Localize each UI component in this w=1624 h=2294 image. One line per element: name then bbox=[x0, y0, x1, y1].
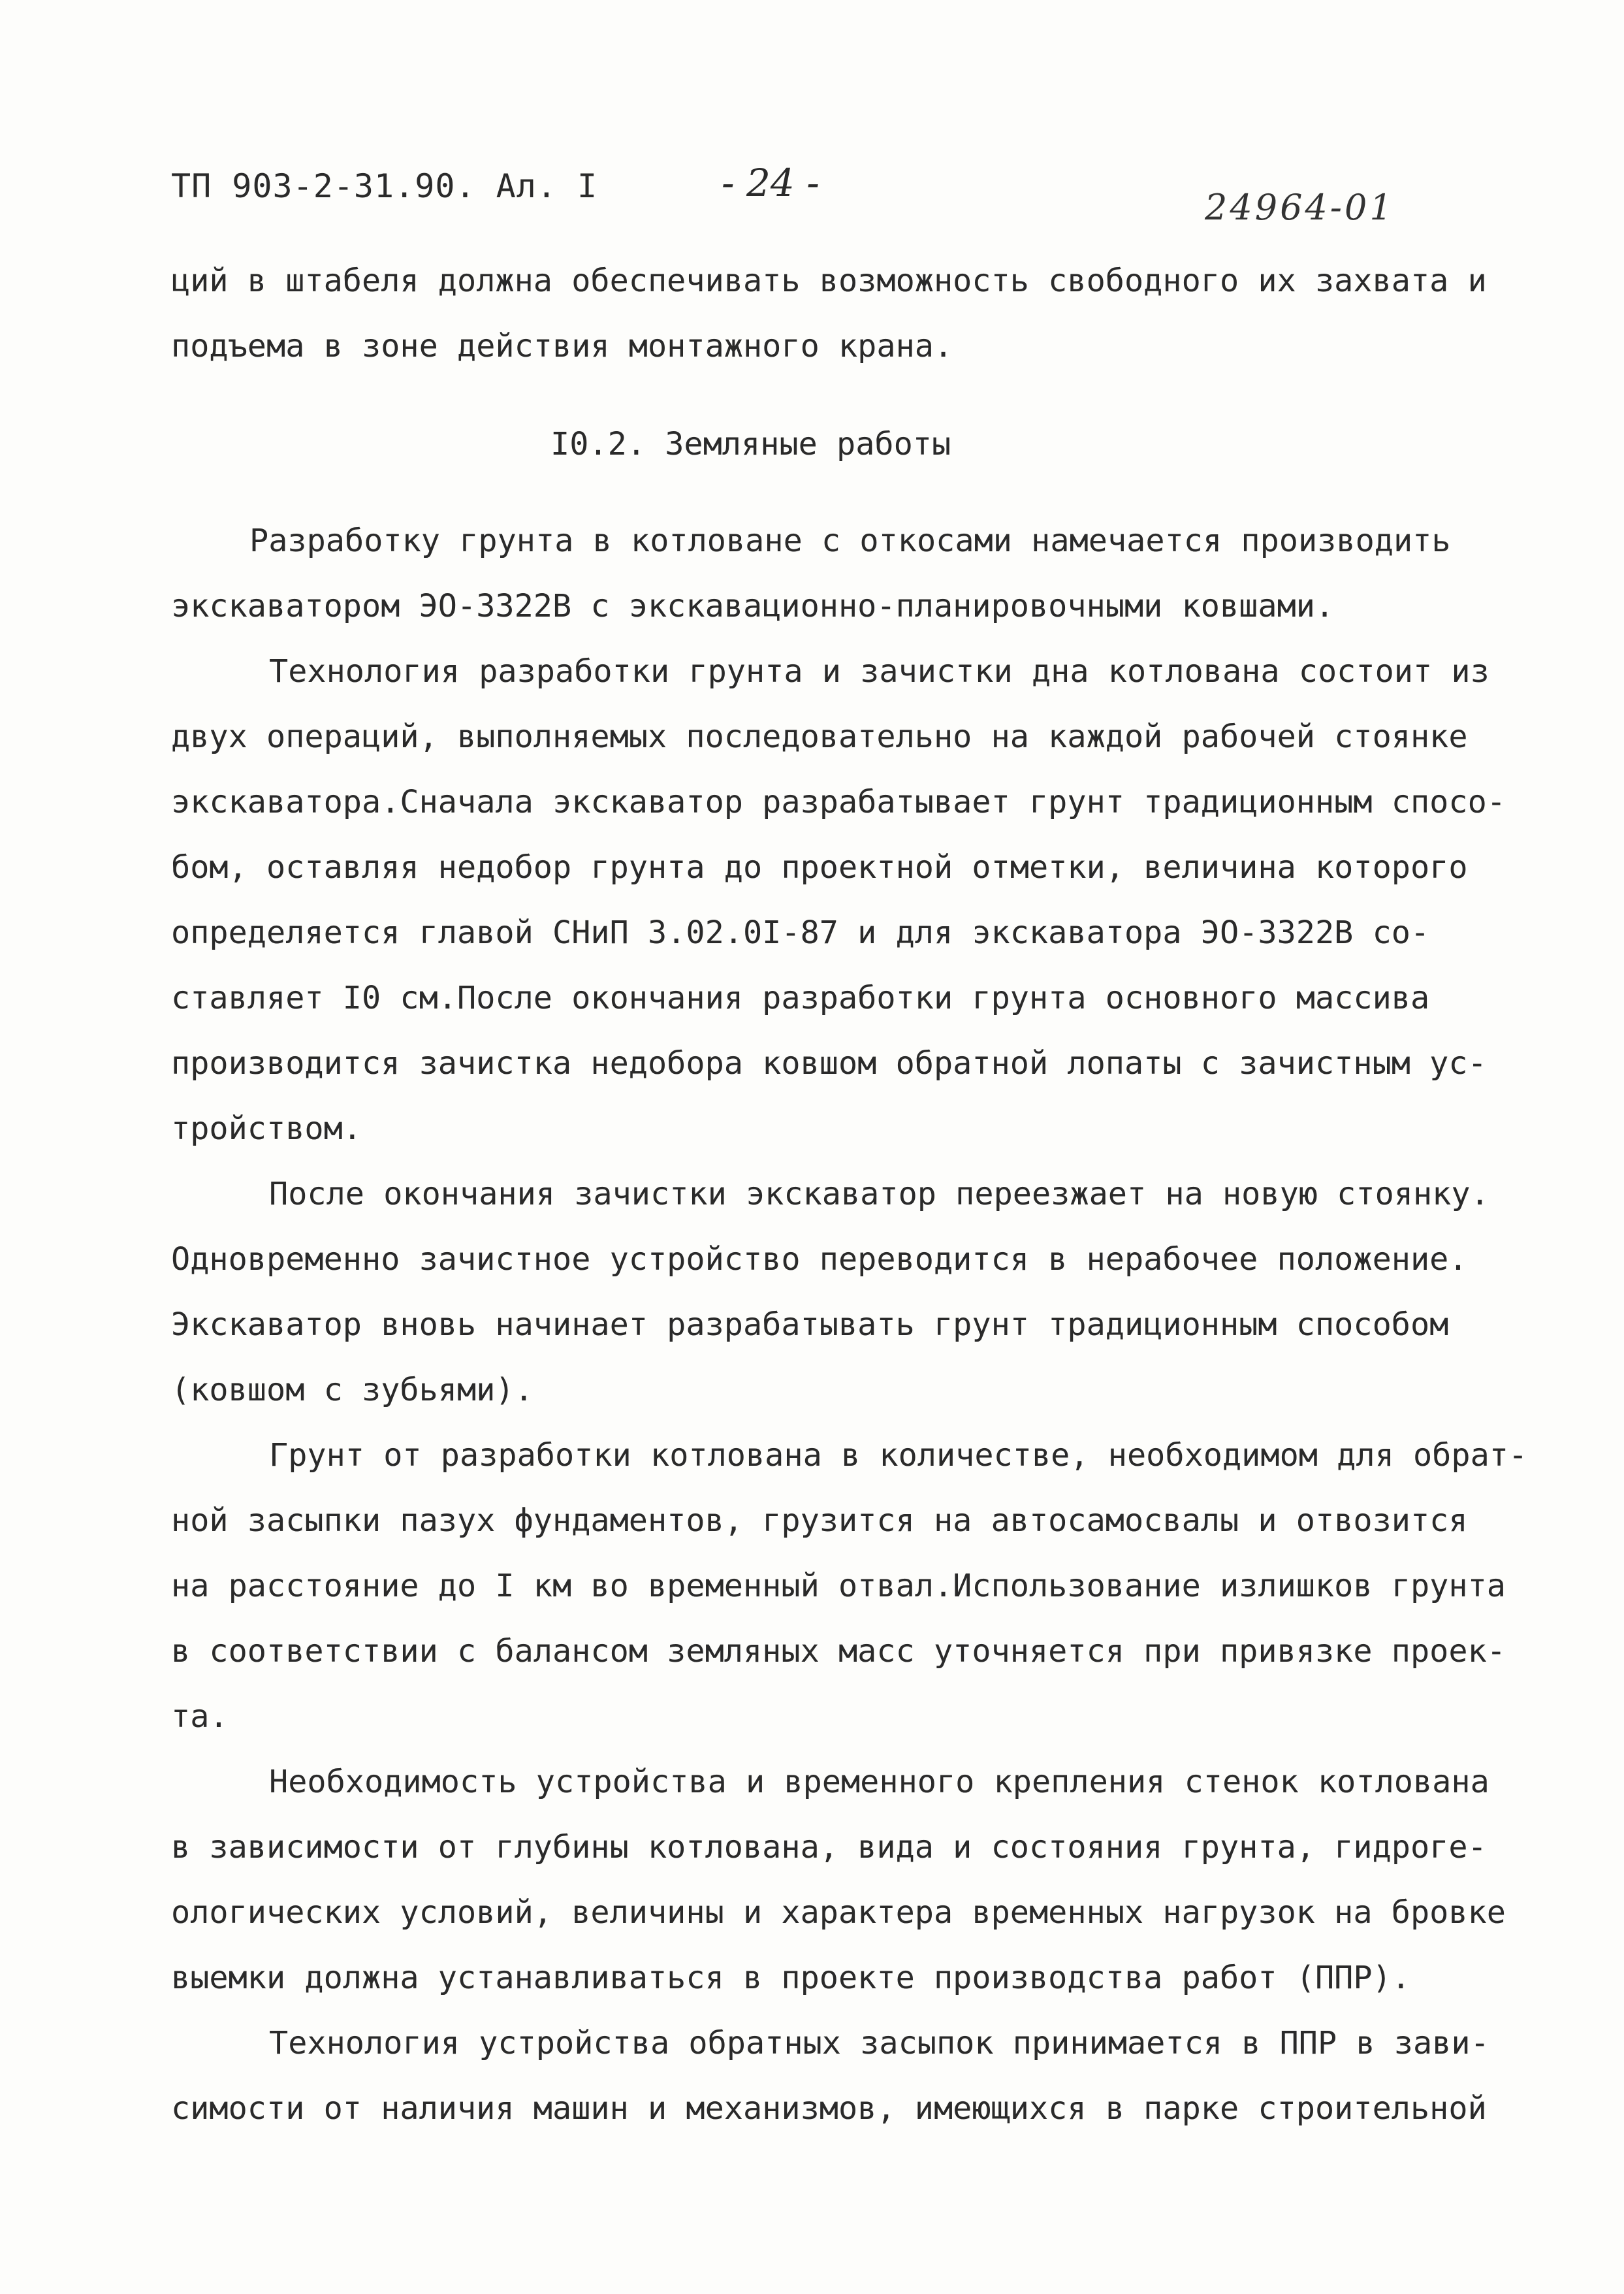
text-line: производится зачистка недобора ковшом обратной лопаты с зачистным ус- bbox=[171, 1045, 1487, 1082]
text-line: бом, оставляя недобор грунта до проектной отметки, величина которого bbox=[171, 849, 1468, 886]
handwritten-inventory-number: 24964-01 bbox=[1205, 187, 1395, 228]
text-line: ций в штабеля должна обеспечивать возможность свободного их захвата и bbox=[171, 263, 1487, 299]
text-line: выемки должна устанавливаться в проекте производства работ (ППР). bbox=[171, 1960, 1410, 1996]
text-line: ной засыпки пазух фундаментов, грузится на автосамосвалы и отвозится bbox=[171, 1502, 1468, 1539]
text-line: на расстояние до I км во временный отвал.Использование излишков грунта bbox=[171, 1568, 1506, 1604]
text-line: определяется главой СНиП 3.02.0I-87 и для экскаватора ЭО-3322В со- bbox=[171, 914, 1430, 951]
text-line: (ковшом с зубьями). bbox=[171, 1372, 533, 1408]
text-line: тройством. bbox=[171, 1110, 362, 1147]
text-line: Грунт от разработки котлована в количестве, необходимом для обрат- bbox=[269, 1437, 1528, 1474]
text-line: Экскаватор вновь начинает разрабатывать грунт традиционным способом bbox=[171, 1306, 1449, 1343]
text-line: Необходимость устройства и временного крепления стенок котлована bbox=[269, 1764, 1489, 1800]
text-line: подъема в зоне действия монтажного крана. bbox=[171, 328, 953, 364]
text-line: Разработку грунта в котловане с откосами намечается производить bbox=[249, 523, 1451, 559]
text-line: двух операций, выполняемых последовательно на каждой рабочей стоянке bbox=[171, 719, 1468, 755]
text-line: в зависимости от глубины котлована, вида и состояния грунта, гидроге- bbox=[171, 1829, 1487, 1866]
text-line: экскаватора.Сначала экскаватор разрабатывает грунт традиционным спосо- bbox=[171, 784, 1506, 820]
text-line: экскаватором ЭО-3322В с экскавационно-планировочными ковшами. bbox=[171, 588, 1335, 624]
text-line: Технология устройства обратных засыпок принимается в ППР в зави- bbox=[269, 2025, 1489, 2061]
document-code: ТП 903-2-31.90. Ал. I bbox=[171, 167, 598, 205]
text-line: Технология разработки грунта и зачистки дна котлована состоит из bbox=[269, 653, 1489, 690]
text-line: После окончания зачистки экскаватор переезжает на новую стоянку. bbox=[269, 1176, 1489, 1212]
text-line: ставляет I0 см.После окончания разработки грунта основного массива bbox=[171, 980, 1430, 1016]
page-number: - 24 - bbox=[722, 161, 820, 205]
text-line: в соответствии с балансом земляных масс уточняется при привязке проек- bbox=[171, 1633, 1506, 1670]
text-line: симости от наличия машин и механизмов, имеющихся в парке строительной bbox=[171, 2090, 1487, 2127]
text-line: ологических условий, величины и характера временных нагрузок на бровке bbox=[171, 1894, 1506, 1931]
section-heading: I0.2. Земляные работы bbox=[550, 426, 951, 462]
text-line: та. bbox=[171, 1698, 229, 1735]
text-line: Одновременно зачистное устройство переводится в нерабочее положение. bbox=[171, 1241, 1468, 1278]
